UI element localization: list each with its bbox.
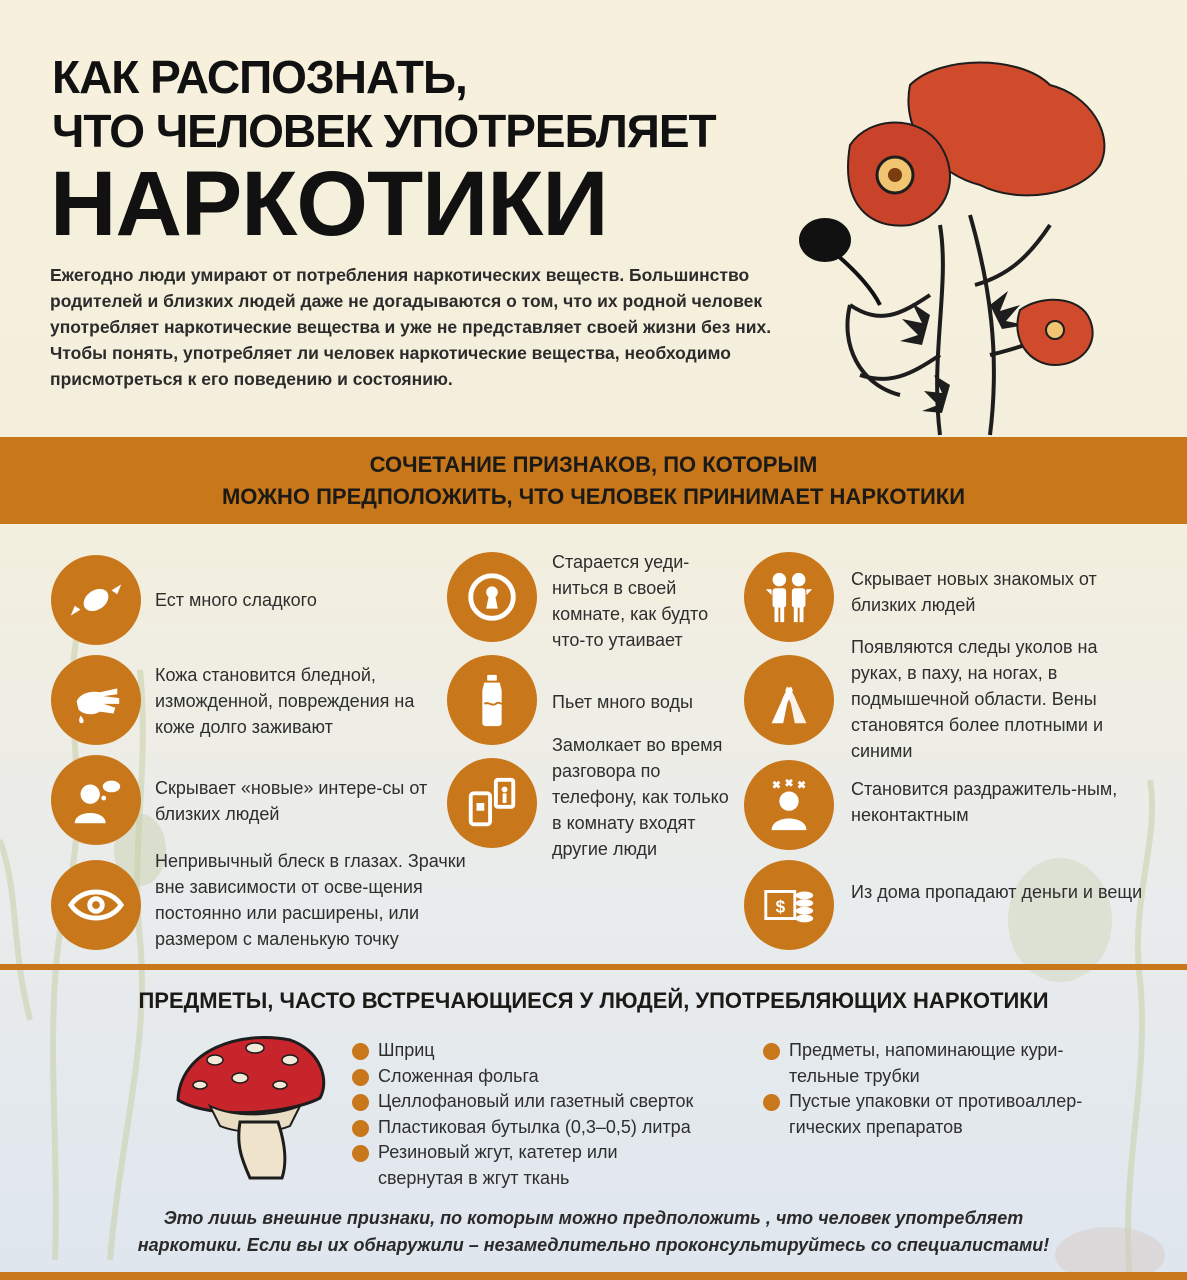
money-coins-icon — [744, 860, 834, 950]
keyhole-icon — [447, 552, 537, 642]
title-main: НАРКОТИКИ — [50, 153, 608, 255]
people-hugging-icon — [744, 552, 834, 642]
poppy-illustration — [790, 55, 1120, 437]
svg-text:$: $ — [775, 896, 786, 917]
list-item: Пластиковая бутылка (0,3–0,5) литра — [352, 1115, 752, 1141]
candy-icon — [51, 555, 141, 645]
section-divider — [0, 964, 1187, 970]
sign-sweets: Ест много сладкого — [155, 590, 317, 610]
irritated-person-icon — [744, 760, 834, 850]
sign-friends: Скрывает новых знакомых от близких людей — [851, 569, 1097, 615]
title-line-2: ЧТО ЧЕЛОВЕК УПОТРЕБЛЯЕТ — [52, 105, 716, 157]
list-item: Шприц — [352, 1038, 752, 1064]
eye-icon — [51, 860, 141, 950]
person-thinking-icon — [51, 755, 141, 845]
items-section-title: ПРЕДМЕТЫ, ЧАСТО ВСТРЕЧАЮЩИЕСЯ У ЛЮДЕЙ, УПОТРЕБЛЯЮЩИХ НАРКОТИКИ — [138, 988, 1049, 1013]
hands-icon — [744, 655, 834, 745]
sign-eyes: Непривычный блеск в глазах. Зрачки вне зависимости от осве-щения постоянно или расширены, или размером с маленькую точку — [155, 851, 466, 949]
hand-icon — [51, 655, 141, 745]
sign-money: Из дома пропадают деньги и вещи — [851, 882, 1143, 902]
list-item: Сложенная фольга — [352, 1064, 752, 1090]
note-line-2: наркотики. Если вы их обнаружили – незамедлительно проконсультируйтесь со специалистами! — [137, 1235, 1050, 1255]
sign-skin: Кожа становится бледной, изможденной, повреждения на коже долго заживают — [155, 665, 415, 737]
footer-note — [0, 1205, 1187, 1259]
list-item: Резиновый жгут, катетер или свернутая в жгут ткань — [352, 1140, 678, 1191]
banner-line-2: МОЖНО ПРЕДПОЛОЖИТЬ, ЧТО ЧЕЛОВЕК ПРИНИМАЕТ НАРКОТИКИ — [221, 483, 966, 509]
water-bottle-icon — [447, 655, 537, 745]
banner-line-1: СОЧЕТАНИЕ ПРИЗНАКОВ, ПО КОТОРЫМ — [369, 451, 818, 477]
list-item: Пустые упаковки от противоаллер-гических препаратов — [763, 1089, 1139, 1140]
bottom-bar — [0, 1272, 1187, 1280]
sign-interests: Скрывает «новые» интере-сы от близких людей — [155, 778, 428, 824]
mushroom-illustration — [170, 1030, 330, 1180]
intro-paragraph: Ежегодно люди умирают от потребления наркотических веществ. Большинство родителей и близких людей даже не догадываются о том, что их родной человек употребляет наркотические вещества и уже не представляет своей жизни без них. Чтобы понять, употребляет ли человек наркотические вещества, необходимо присмотреться к его поведению и состоянию. — [50, 265, 772, 389]
note-line-1: Это лишь внешние признаки, по которым можно предположить , что человек употребляет — [163, 1208, 1024, 1228]
sign-room: Старается уеди-ниться в своей комнате, как будто что-то утаивает — [552, 552, 709, 650]
items-list-right — [763, 1038, 1133, 1140]
phone-icon — [447, 758, 537, 848]
sign-water: Пьет много воды — [552, 692, 693, 712]
items-list-left — [352, 1038, 752, 1191]
list-item: Предметы, напоминающие кури-тельные трубки — [763, 1038, 1109, 1089]
sign-phone: Замолкает во время разговора по телефону, как только в комнату входят другие люди — [552, 735, 729, 859]
sign-irritable: Становится раздражитель-ным, неконтактным — [851, 779, 1118, 825]
title-line-1: КАК РАСПОЗНАТЬ, — [52, 51, 467, 103]
sign-injections: Появляются следы уколов на руках, в паху, на ногах, в подмышечной области. Вены становятся более плотными и синими — [851, 637, 1104, 761]
list-item: Целлофановый или газетный сверток — [352, 1089, 752, 1115]
signs-section-banner — [0, 437, 1187, 524]
